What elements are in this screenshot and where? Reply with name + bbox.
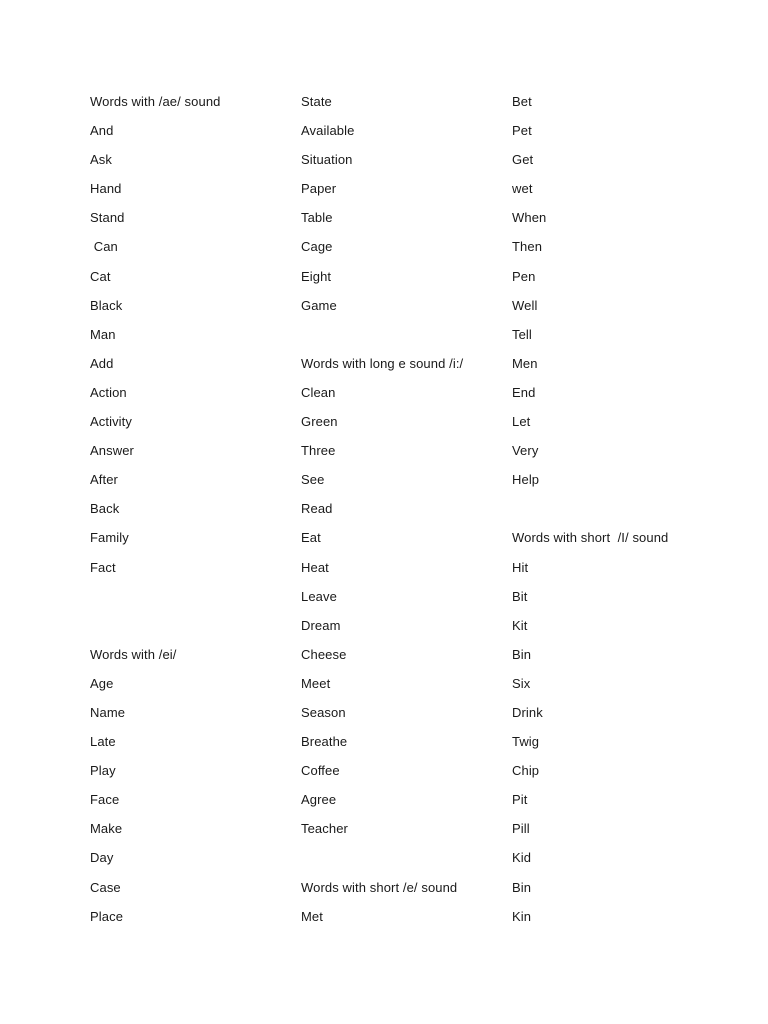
word-item: Men xyxy=(512,355,538,371)
word-item: Cat xyxy=(90,268,111,284)
word-item: Very xyxy=(512,443,539,459)
word-item: Season xyxy=(301,704,346,720)
word-item: Pit xyxy=(512,792,528,808)
word-item: Table xyxy=(301,210,333,226)
word-item: Black xyxy=(90,297,123,313)
word-item: Met xyxy=(301,908,323,924)
word-item: Kit xyxy=(512,617,528,633)
section-heading: Words with /ei/ xyxy=(90,646,177,662)
word-item: Answer xyxy=(90,443,134,459)
word-item: Bin xyxy=(512,646,532,662)
word-item: Help xyxy=(512,472,540,488)
word-item: Drink xyxy=(512,704,543,720)
word-item: Let xyxy=(512,414,531,430)
word-item: Heat xyxy=(301,559,329,575)
word-item: End xyxy=(512,384,536,400)
word-item: Game xyxy=(301,297,337,313)
blank-row xyxy=(90,611,300,640)
word-item: Pill xyxy=(512,821,530,837)
word-item: Chip xyxy=(512,763,540,779)
word-item: Late xyxy=(90,734,116,750)
word-item: Can xyxy=(90,239,118,255)
word-item: Name xyxy=(90,704,126,720)
word-item: Family xyxy=(90,530,129,546)
word-item: Agree xyxy=(301,792,337,808)
word-item: And xyxy=(90,123,114,139)
word-item: Add xyxy=(90,355,114,371)
word-item: Age xyxy=(90,675,114,691)
word-item: When xyxy=(512,210,547,226)
word-item: Twig xyxy=(512,734,540,750)
word-item: Eat xyxy=(301,530,321,546)
word-item: Situation xyxy=(301,152,353,168)
section-heading: Words with long e sound /i:/ xyxy=(301,355,464,371)
word-item: Hit xyxy=(512,559,529,575)
word-item: Cheese xyxy=(301,646,347,662)
word-item: Kin xyxy=(512,908,532,924)
word-item: Six xyxy=(512,675,531,691)
blank-row xyxy=(301,843,511,872)
word-item: Action xyxy=(90,384,127,400)
word-item: Cage xyxy=(301,239,333,255)
word-item: Bin xyxy=(512,879,532,895)
word-item: Ask xyxy=(90,152,112,168)
blank-row xyxy=(90,582,300,611)
word-column-3 xyxy=(512,87,742,931)
blank-row xyxy=(512,494,742,523)
word-item: Stand xyxy=(90,210,125,226)
word-item: Face xyxy=(90,792,120,808)
word-item: Bet xyxy=(512,94,532,109)
word-column-2 xyxy=(301,87,511,931)
word-item: Pet xyxy=(512,123,532,139)
word-item: Breathe xyxy=(301,734,348,750)
word-item: Day xyxy=(90,850,114,866)
word-item: Eight xyxy=(301,268,332,284)
word-item: Back xyxy=(90,501,120,517)
word-item: See xyxy=(301,472,325,488)
word-item: Activity xyxy=(90,414,132,430)
word-item: Available xyxy=(301,123,355,139)
word-item: Coffee xyxy=(301,763,340,779)
word-item: Then xyxy=(512,239,543,255)
word-item: Bit xyxy=(512,588,528,604)
word-item: Play xyxy=(90,763,116,779)
section-heading: Words with short /e/ sound xyxy=(301,879,458,895)
word-item: Dream xyxy=(301,617,341,633)
word-item: Man xyxy=(90,326,116,342)
word-item: Read xyxy=(301,501,333,517)
word-item: Paper xyxy=(301,181,337,197)
word-item: State xyxy=(301,94,332,109)
word-item: wet xyxy=(512,181,533,197)
section-heading: Words with short /I/ sound xyxy=(512,530,669,546)
word-item: Pen xyxy=(512,268,536,284)
word-item: Clean xyxy=(301,384,336,400)
section-heading: Words with /ae/ sound xyxy=(90,94,221,109)
word-item: Well xyxy=(512,297,538,313)
word-item: Make xyxy=(90,821,123,837)
word-item: Tell xyxy=(512,326,532,342)
word-item: Meet xyxy=(301,675,331,691)
word-item: Kid xyxy=(512,850,532,866)
word-column-1 xyxy=(90,87,300,931)
word-item: Green xyxy=(301,414,338,430)
word-item: Leave xyxy=(301,588,337,604)
word-item: Three xyxy=(301,443,336,459)
word-item: Fact xyxy=(90,559,116,575)
word-item: Teacher xyxy=(301,821,348,837)
word-item: Get xyxy=(512,152,534,168)
word-item: Case xyxy=(90,879,121,895)
word-item: Place xyxy=(90,908,124,924)
word-item: Hand xyxy=(90,181,122,197)
blank-row xyxy=(301,320,511,349)
word-item: After xyxy=(90,472,118,488)
